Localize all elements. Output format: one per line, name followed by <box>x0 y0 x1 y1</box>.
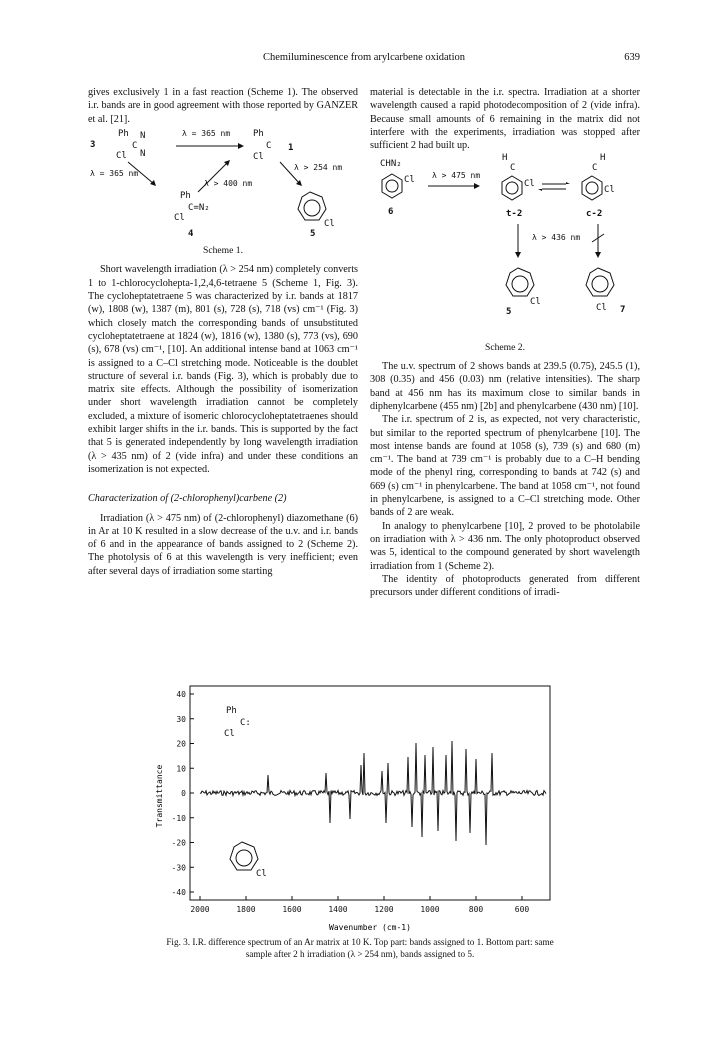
compound-c2-label: c-2 <box>586 209 603 220</box>
scheme2-arrow-label-436: λ > 436 nm <box>532 233 581 243</box>
compound-3-label: 3 <box>90 139 96 150</box>
y-tick-label: -30 <box>171 863 186 873</box>
x-axis-label: Wavenumber (cm-1) <box>329 923 411 932</box>
compound-7-label: 7 <box>620 305 626 316</box>
scheme2-c-b: C <box>592 163 598 174</box>
y-tick-label: 30 <box>176 714 186 724</box>
scheme2-c-a: C <box>510 163 516 174</box>
scheme-2-drawing <box>370 152 640 334</box>
y-tick-label: -40 <box>171 888 186 897</box>
compound-6-label: 6 <box>388 207 394 218</box>
left-paragraph-2: Short wavelength irradiation (λ > 254 nm) completely converts 1 to 1-chlorocyclohepta-1,2,4,6-tetraene 5 (Scheme 1, Fig. 3). The cycloheptatetraene 5 was characterized by i.r. bands at 1817 (w), 1808 (w), 1387 (m), 801 (s), 728 (s), 718 (vs) cm⁻¹ (Fig. 3) which closely match the corresponding bands of unsubstituted cycloheptatetraene at 1824 (w), 1816 (w), 1380 (s), 773 (vs), 690 (s), 678 (vs) cm⁻¹, [10]. An additional intense band at 1063 cm⁻¹ is assigned to a C–Cl stretching mode. Noticeable is the doublet structure of several i.r. bands (Fig. 3), which is probably due to matrix site effects. Although the possibility of isomerization under short wavelength irradiation cannot be completely excluded, a mixture of isomeric chlorocycloheptatetraenes should exhibit larger shifts in the i.r. bands. This is supported by the fact that 5 is generated independently by long wavelength irradiation (λ > 435 nm) of 2 (vide infra) and under these conditions an isomerization is not expected. <box>88 264 358 475</box>
scheme-2-caption: Scheme 2. <box>485 341 525 353</box>
left-paragraph-1: gives exclusively 1 in a fast reaction (Scheme 1). The observed i.r. bands are in good agreement with those reported by GANZER et al. [21]. <box>88 87 358 125</box>
figure-3-caption: Fig. 3. I.R. difference spectrum of an Ar matrix at 10 K. Top part: bands assigned to 1. Bottom part: same sample after 2 h irradiation (λ > 254 nm), bands assigned to 5. <box>166 937 554 959</box>
y-axis-label: Transmittance <box>155 764 164 828</box>
scheme2-cl-b: Cl <box>524 179 535 190</box>
running-title: Chemiluminescence from arylcarbene oxidation <box>262 52 466 63</box>
figure-3 <box>150 676 570 976</box>
x-ticks <box>190 896 529 914</box>
scheme2-cl-e: Cl <box>596 303 607 314</box>
scheme2-chn2: CHN₂ <box>380 159 402 170</box>
scheme2-h-b: H <box>600 153 606 164</box>
x-tick-label: 800 <box>468 905 484 914</box>
scheme1-cl-c: Cl <box>174 212 185 223</box>
y-tick-label: 40 <box>176 690 186 699</box>
scheme-1-caption: Scheme 1. <box>203 245 243 257</box>
scheme2-cl-d: Cl <box>530 297 541 308</box>
scheme2-cl-a: Cl <box>404 175 415 186</box>
x-tick-label: 2000 <box>190 905 210 914</box>
right-paragraph-4: In analogy to phenylcarbene [10], 2 proved to be photolabile on irradiation with λ > 436 nm. The only photoproduct observed was 5, identical to the compound generated by short wavelength irradiation from 1 (Scheme 2). <box>370 520 640 572</box>
scheme1-cn2: C=N₂ <box>188 202 210 213</box>
x-tick-label: 600 <box>514 905 530 914</box>
scheme1-ph-c: Ph <box>180 190 191 201</box>
scheme-1 <box>88 126 358 258</box>
right-paragraph-2: The u.v. spectrum of 2 shows bands at 239.5 (0.75), 245.5 (1), 308 (0.35) and 456 (0.03) nm (relative intensities). The sharp band at 456 nm has its maximum close to similar bands in diphenylcarbene (455 nm) [2b] and phenylcarbene (430 nm) [10]. <box>370 361 640 412</box>
right-paragraph-1: material is detectable in the i.r. spectra. Irradiation at a shorter wavelength caused a rapid photodecomposition of 2 (vide infra). Because small amounts of 6 remaining in the matrix did not interfere with the experiments, irradiation was stopped after sufficient 2 had built up. <box>370 87 640 152</box>
x-tick-label: 1200 <box>374 905 394 914</box>
spectrum-trace <box>200 741 546 845</box>
scheme1-ph-a: Ph <box>118 128 129 139</box>
right-paragraph-5: The identity of photoproducts generated from different precursors under different conditions of irradi- <box>370 573 640 599</box>
scheme1-ph-b: Ph <box>253 128 264 139</box>
left-column <box>88 86 358 578</box>
y-ticks <box>172 690 194 897</box>
section-heading: Characterization of (2-chlorophenyl)carbene (2) <box>88 493 287 505</box>
x-tick-label: 1800 <box>236 905 256 914</box>
scheme1-n-b: N <box>140 148 146 159</box>
scheme1-arrow-label-254: λ > 254 nm <box>294 162 343 172</box>
y-tick-label: 20 <box>176 739 186 749</box>
scheme1-arrow-label-400: λ > 400 nm <box>204 178 253 188</box>
fig-ph: Ph <box>226 706 237 716</box>
right-paragraph-3: The i.r. spectrum of 2 is, as expected, not very characteristic, but similar to the reported spectrum of phenylcarbene [10]. The most intense bands are found at 1058 (s), 739 (s) and 680 (m) cm⁻¹. The band at 739 cm⁻¹ is probably due to a C–H bending mode of the phenyl ring, corresponding to bands at 742 (s) and 669 (s) cm⁻¹ in phenylcarbene. The band at 1058 cm⁻¹, not found in phenylcarbene, is assigned to a C–Cl stretching mode. Other bands of 2 are weak. <box>370 414 640 519</box>
scheme1-cl-a: Cl <box>116 150 127 161</box>
scheme1-cl-b: Cl <box>253 151 264 162</box>
fig-cl-b: Cl <box>256 869 267 879</box>
x-tick-label: 1400 <box>328 905 348 914</box>
fig-cl-a: Cl <box>224 729 235 739</box>
compound-4-label: 4 <box>188 228 194 238</box>
y-tick-label: 10 <box>176 764 186 774</box>
scheme1-c-a: C <box>132 140 138 151</box>
running-header <box>88 52 640 66</box>
x-tick-label: 1000 <box>420 905 440 914</box>
y-tick-label: -10 <box>171 813 186 823</box>
scheme-1-drawing <box>88 126 358 238</box>
scheme1-arrow-label-365b: λ = 365 nm <box>90 168 139 178</box>
scheme2-arrow-label-475: λ > 475 nm <box>432 171 481 181</box>
x-tick-label: 1600 <box>282 905 302 914</box>
right-column <box>370 86 640 599</box>
scheme2-cl-c: Cl <box>604 185 615 196</box>
compound-5-label: 5 <box>310 228 316 238</box>
scheme1-n-a: N <box>140 130 146 141</box>
scheme1-arrow-label-365a: λ = 365 nm <box>182 128 231 138</box>
ir-spectrum-plot <box>150 676 570 934</box>
scheme1-c-b: C <box>266 140 272 151</box>
compound-1-label: 1 <box>288 142 294 153</box>
fig-c: C: <box>240 718 251 728</box>
scheme1-cl-d: Cl <box>324 218 335 229</box>
page-number: 639 <box>624 52 640 63</box>
scheme-2 <box>370 152 640 354</box>
compound-5-label-s2: 5 <box>506 307 512 318</box>
y-tick-label: -20 <box>171 838 186 848</box>
scheme2-h-a: H <box>502 153 508 164</box>
compound-t2-label: t-2 <box>506 209 523 220</box>
y-tick-label: 0 <box>181 789 186 798</box>
left-paragraph-3: Irradiation (λ > 475 nm) of (2-chlorophenyl) diazomethane (6) in Ar at 10 K resulted in a slow decrease of the u.v. and i.r. bands of 6 and in the appearance of bands assigned to 2 (Scheme 2). The photolysis of 6 at this wavelength is very inefficient; even after several days of irradiation some starting <box>88 512 358 577</box>
